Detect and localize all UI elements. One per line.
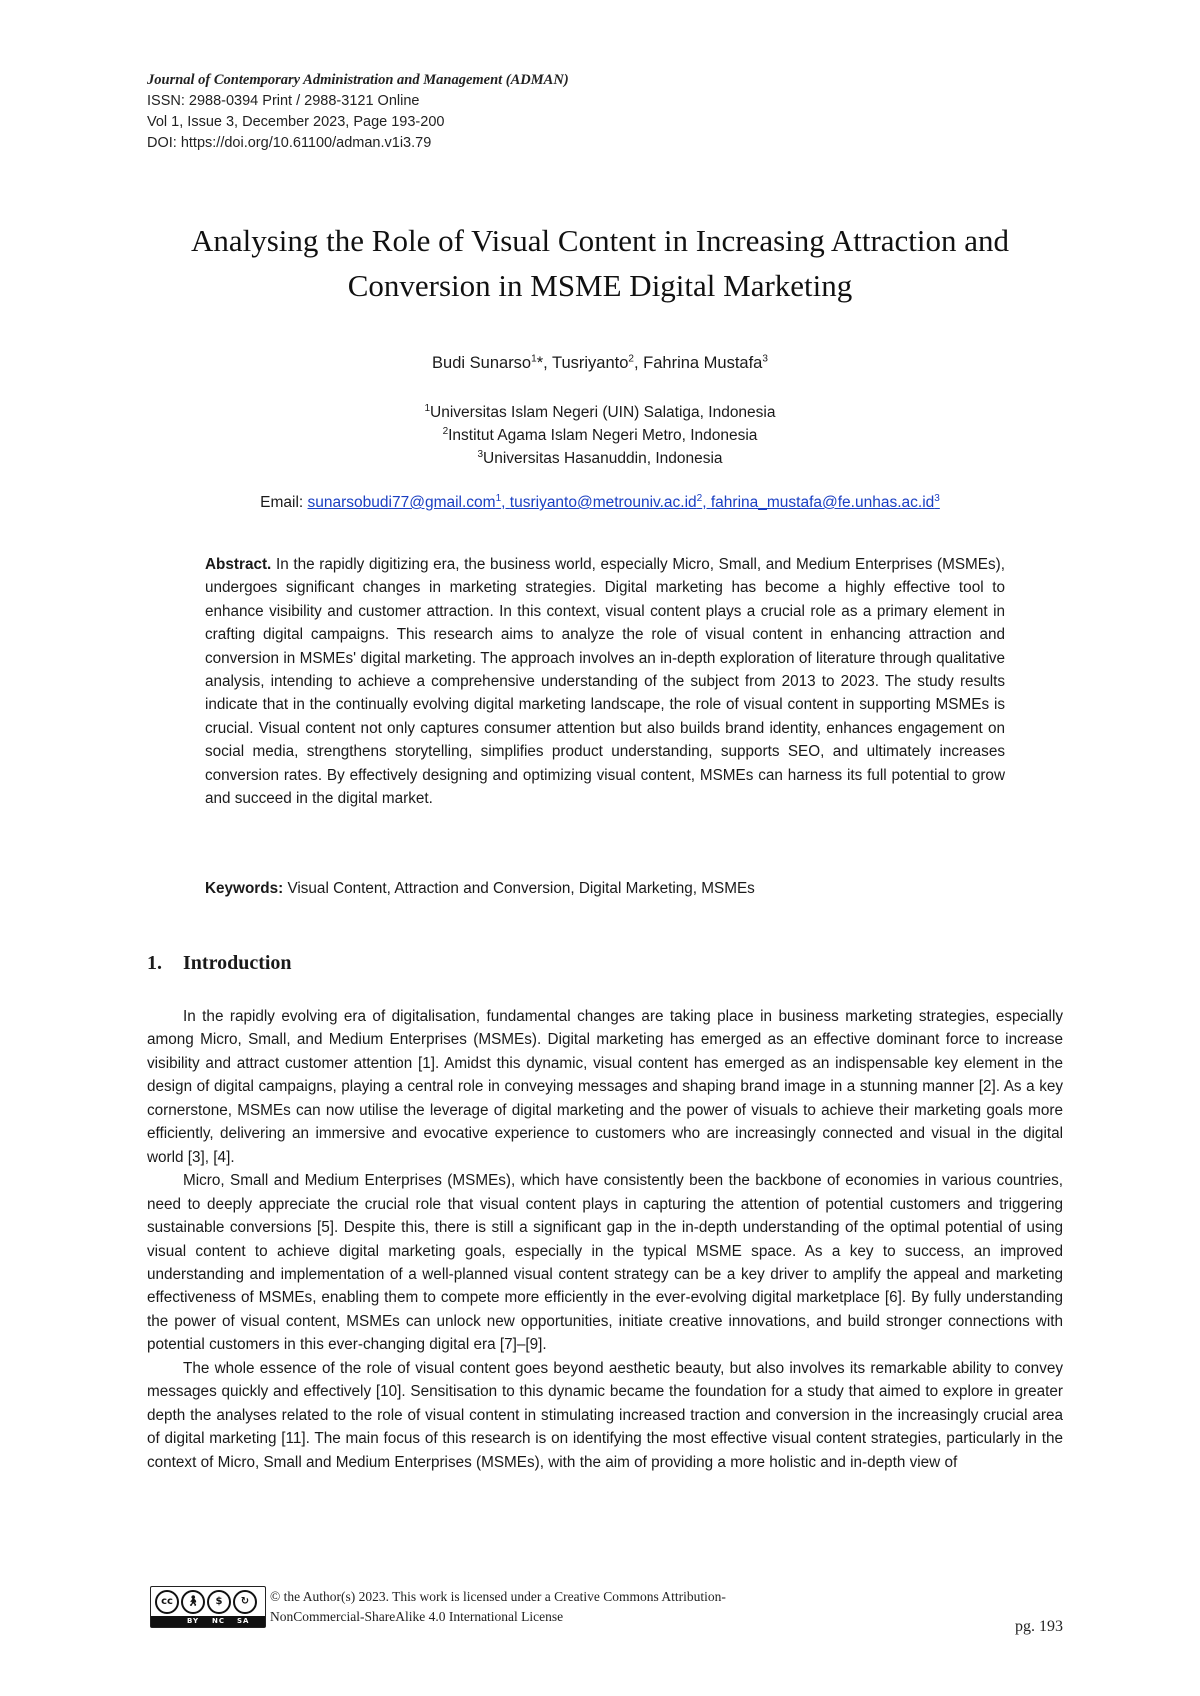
cc-terms-strip [151, 1616, 265, 1627]
email-separator: , [501, 494, 510, 511]
page-number: pg. 193 [1015, 1618, 1063, 1635]
author-list [0, 354, 1200, 373]
body-paragraph: Micro, Small and Medium Enterprises (MSMEs), which have consistently been the backbone of economies in various countries, need to deeply appreciate the crucial role that visual content plays in capturing the attention of potential customers and triggering sustainable conversions [5]. Despite this, there is still a significant gap in the in-depth understanding of the optimal potential of using visual content to achieve digital marketing goals, especially in the typical MSME space. As a key to success, an improved understanding and implementation of a well-planned visual content strategy can be a key driver to amplify the appeal and marketing effectiveness of MSMEs, enabling them to compete more efficiently in the ever-evolving digital marketplace [6]. By fully understanding the power of visual content, MSMEs can unlock new opportunities, initiate creative innovations, and build stronger connections with potential customers in this ever-changing digital era [7]–[9]. [147, 1172, 1063, 1354]
email-address: tusriyanto@metrouniv.ac.id [509, 494, 697, 511]
journal-header [147, 70, 569, 154]
cc-circles [155, 1590, 259, 1614]
paper-title-line-1: Analysing the Role of Visual Content in Increasing Attraction and [190, 223, 1010, 258]
email-affil-mark: 3 [934, 492, 940, 504]
creative-commons-icon[interactable] [150, 1586, 266, 1628]
journal-volume: Vol 1, Issue 3, December 2023, Page 193-200 [147, 114, 445, 130]
cc-nc-label: NC [212, 1617, 225, 1625]
author-affil-mark: 1 [531, 353, 537, 365]
email-affil-mark: 1 [495, 492, 502, 504]
email-link[interactable] [308, 494, 510, 511]
author-name: Tusriyanto [551, 354, 629, 372]
author-affil-mark: 2 [628, 353, 634, 365]
affiliation-text: Universitas Islam Negeri (UIN) Salatiga, Indonesia [430, 404, 776, 421]
author-affil-mark: 3 [762, 353, 768, 365]
affiliation-item [0, 401, 1200, 424]
affiliation-mark: 1 [424, 402, 431, 414]
email-label: Email: [260, 494, 308, 511]
keywords-text: Visual Content, Attraction and Conversion, Digital Marketing, MSMEs [283, 880, 755, 897]
email-line [0, 494, 1200, 512]
keywords [205, 880, 1005, 898]
cc-by-label: BY [187, 1617, 200, 1625]
license-line-1: © the Author(s) 2023. This work is licensed under a Creative Commons Attribution- [270, 1589, 726, 1604]
noncommercial-icon: $ [207, 1590, 231, 1614]
section-number: 1. [147, 952, 162, 974]
author-name: Fahrina Mustafa [643, 354, 763, 372]
abstract [205, 553, 1005, 810]
cc-sa-label: SA [237, 1617, 250, 1625]
paper-title-line-2: Conversion in MSME Digital Marketing [347, 268, 853, 303]
body-text [147, 1005, 1063, 1474]
body-paragraph: The whole essence of the role of visual content goes beyond aesthetic beauty, but also involves its remarkable ability to convey messages quickly and effectively [10]. Sensitisation to this dynamic became the foundation for a study that aimed to explore in greater depth the analyses related to the role of visual content in stimulating increased traction and conversion in the increasingly crucial area of digital marketing [11]. The main focus of this research is on identifying the most effective visual content strategies, particularly in the context of Micro, Small and Medium Enterprises (MSMEs), with the aim of providing a more holistic and in-depth view of [147, 1359, 1063, 1471]
author-name: Budi Sunarso [432, 354, 532, 372]
paper-title [120, 218, 1080, 308]
email-address: sunarsobudi77@gmail.com [307, 494, 496, 511]
email-link[interactable] [711, 494, 940, 511]
email-affil-mark: 2 [696, 492, 703, 504]
abstract-label: Abstract. [205, 556, 272, 573]
sharealike-icon: ↻ [233, 1590, 257, 1614]
email-separator: , [702, 494, 711, 511]
affiliation-list [0, 401, 1200, 470]
license-text [270, 1587, 790, 1627]
section-title: Introduction [183, 952, 292, 974]
affiliation-text: Universitas Hasanuddin, Indonesia [483, 450, 723, 467]
section-heading [147, 952, 292, 975]
journal-doi[interactable]: DOI: https://doi.org/10.61100/adman.v1i3.79 [147, 135, 432, 151]
affiliation-text: Institut Agama Islam Negeri Metro, Indonesia [448, 427, 758, 444]
affiliation-item [0, 424, 1200, 447]
email-address: fahrina_mustafa@fe.unhas.ac.id [710, 494, 935, 511]
affiliation-item [0, 447, 1200, 470]
abstract-text: In the rapidly digitizing era, the business world, especially Micro, Small, and Medium Enterprises (MSMEs), undergoes significant changes in marketing strategies. Digital marketing has become a highly effective tool to enhance visibility and customer attraction. In this context, visual content plays a crucial role as a primary element in crafting digital campaigns. This research aims to analyze the role of visual content in enhancing attraction and conversion in MSMEs' digital marketing. The approach involves an in-depth exploration of literature through qualitative analysis, intending to achieve a comprehensive understanding of the subject from 2013 to 2023. The study results indicate that in the continually evolving digital marketing landscape, the role of visual content in supporting MSMEs is crucial. Visual content not only captures consumer attention but also builds brand identity, enhances engagement on social media, strengthens storytelling, simplifies product understanding, supports SEO, and ultimately increases conversion rates. By effectively designing and optimizing visual content, MSMEs can harness its full potential to grow and succeed in the digital market. [205, 556, 1005, 808]
body-paragraph: In the rapidly evolving era of digitalisation, fundamental changes are taking place in business marketing strategies, especially among Micro, Small, and Medium Enterprises (MSMEs). Digital marketing has emerged as an effective dominant force to increase visibility and attract customer attention [1]. Amidst this dynamic, visual content has emerged as an indispensable key element in the design of digital campaigns, playing a central role in conveying messages and shaping brand image in a stunning manner [2]. As a key cornerstone, MSMEs can now utilise the leverage of digital marketing and the power of visuals to achieve their marketing goals more efficiently, delivering an immersive and evocative experience to customers who are increasingly connected and visual in the digital world [3], [4]. [147, 1008, 1063, 1166]
journal-name: Journal of Contemporary Administration and Management (ADMAN) [147, 72, 569, 88]
cc-icon: cc [155, 1590, 179, 1614]
license-line-2[interactable]: NonCommercial-ShareAlike 4.0 International License [270, 1609, 564, 1624]
journal-issn: ISSN: 2988-0394 Print / 2988-3121 Online [147, 93, 420, 109]
attribution-icon: 🚶︎ [181, 1590, 205, 1614]
email-link[interactable] [510, 494, 711, 511]
author-separator: *, [536, 354, 552, 372]
keywords-label: Keywords: [205, 880, 284, 897]
affiliation-mark: 3 [477, 448, 484, 460]
author-separator: , [633, 354, 644, 372]
affiliation-mark: 2 [442, 425, 449, 437]
